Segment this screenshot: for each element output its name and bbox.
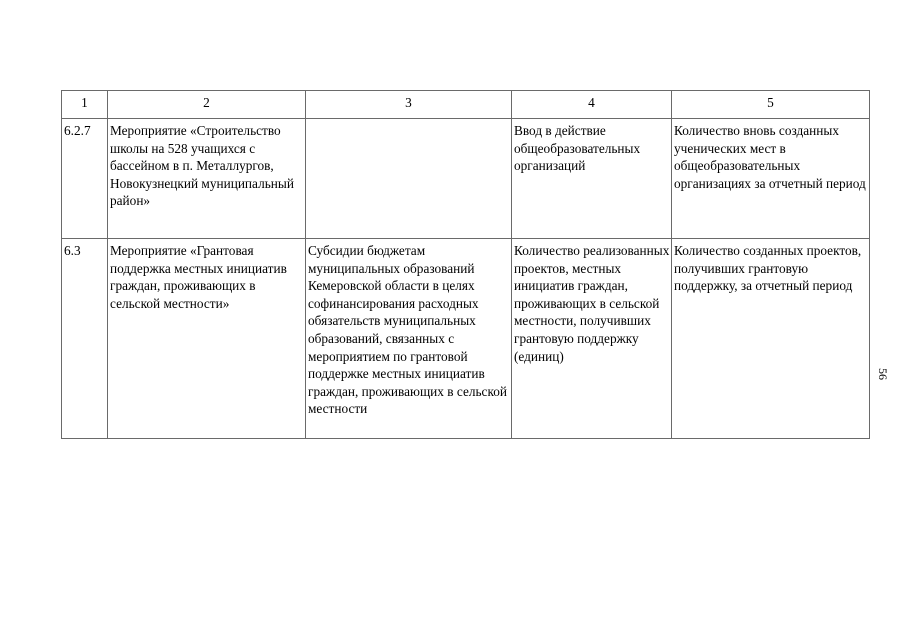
event-cell: Мероприятие «Строительство школы на 528 учащихся с бассейном в п. Металлургов, Новокузнецкий муниципальный район» (108, 119, 306, 239)
header-col-2: 2 (108, 91, 306, 119)
funding-cell (306, 119, 512, 239)
funding-cell: Субсидии бюджетам муниципальных образований Кемеровской области в целях софинансирования расходных обязательств муниципальных образований, связанных с мероприятием по грантовой поддержке местных инициатив граждан, проживающих в сельской местности (306, 239, 512, 439)
table-row (62, 119, 870, 239)
header-row (62, 91, 870, 119)
row-number-cell: 6.2.7 (62, 119, 108, 239)
row-number-cell: 6.3 (62, 239, 108, 439)
page-number: 56 (876, 368, 890, 380)
header-col-3: 3 (306, 91, 512, 119)
event-cell: Мероприятие «Грантовая поддержка местных инициатив граждан, проживающих в сельской местности» (108, 239, 306, 439)
indicator-cell: Ввод в действие общеобразовательных организаций (512, 119, 672, 239)
header-col-5: 5 (672, 91, 870, 119)
header-col-1: 1 (62, 91, 108, 119)
header-col-4: 4 (512, 91, 672, 119)
table-row (62, 239, 870, 439)
result-cell: Количество созданных проектов, получивших грантовую поддержку, за отчетный период (672, 239, 870, 439)
indicator-cell: Количество реализованных проектов, местных инициатив граждан, проживающих в сельской местности, получивших грантовую поддержку (единиц) (512, 239, 672, 439)
program-measures-table (61, 90, 870, 439)
result-cell: Количество вновь созданных ученических мест в общеобразовательных организациях за отчетный период (672, 119, 870, 239)
